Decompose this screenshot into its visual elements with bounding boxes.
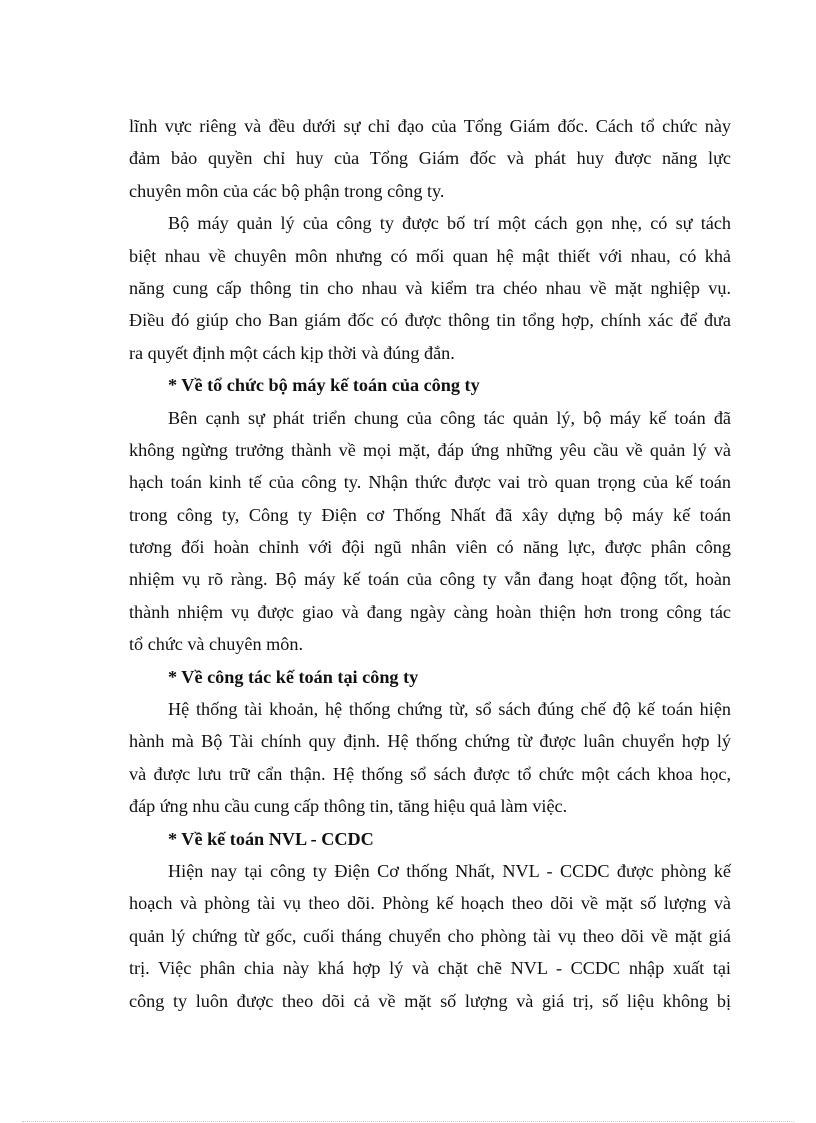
page-body — [129, 110, 731, 1017]
text-line: Điều đó giúp cho Ban giám đốc có được thông tin tổng hợp, chính xác để đưa — [129, 310, 731, 331]
text-line: hạch toán kinh tế của công ty. Nhận thức được vai trò quan trọng của kế toán — [129, 472, 731, 493]
text-line: biệt nhau về chuyên môn nhưng có mối quan hệ mật thiết với nhau, có khả — [129, 245, 731, 266]
paragraph-1 — [129, 110, 731, 207]
paragraph-4 — [129, 693, 731, 823]
text-line: trị. Việc phân chia này khá hợp lý và chặt chẽ NVL - CCDC nhập xuất tại — [129, 958, 731, 979]
text-line: tương đối hoàn chỉnh với đội ngũ nhân viên có năng lực, được phân công — [129, 537, 731, 558]
text-line: Bên cạnh sự phát triển chung của công tác quản lý, bộ máy kế toán đã — [168, 407, 731, 428]
paragraph-2 — [129, 207, 731, 369]
text-line: lĩnh vực riêng và đều dưới sự chỉ đạo của Tổng Giám đốc. Cách tổ chức này — [129, 116, 731, 136]
text-line: tổ chức và chuyên môn. — [129, 634, 303, 655]
page-bottom-divider — [22, 1121, 794, 1122]
section-heading-materials-tools: * Về kế toán NVL - CCDC — [168, 828, 374, 849]
text-line: nhiệm vụ rõ ràng. Bộ máy kế toán của công ty vẫn đang hoạt động tốt, hoàn — [129, 569, 731, 590]
text-line: không ngừng trưởng thành về mọi mặt, đáp ứng những yêu cầu về quản lý và — [129, 439, 731, 460]
text-line: đáp ứng nhu cầu cung cấp thông tin, tăng hiệu quả làm việc. — [129, 796, 568, 817]
text-line: chuyên môn của các bộ phận trong công ty. — [129, 180, 445, 201]
text-line: hoạch và phòng tài vụ theo dõi. Phòng kế hoạch theo dõi về mặt số lượng và — [129, 893, 731, 914]
text-line: năng cung cấp thông tin cho nhau và kiểm tra chéo nhau về mặt nghiệp vụ. — [129, 277, 731, 298]
text-line: trong công ty, Công ty Điện cơ Thống Nhất đã xây dựng bộ máy kế toán — [129, 504, 731, 525]
section-heading-accounting-work: * Về công tác kế toán tại công ty — [168, 666, 419, 687]
text-line: Hiện nay tại công ty Điện Cơ thống Nhất, NVL - CCDC được phòng kế — [168, 860, 731, 881]
text-line: Bộ máy quản lý của công ty được bố trí một cách gọn nhẹ, có sự tách — [168, 213, 731, 234]
section-heading-accounting-organization: * Về tổ chức bộ máy kế toán của công ty — [168, 375, 480, 396]
text-line: thành nhiệm vụ được giao và đang ngày càng hoàn thiện hơn trong công tác — [129, 601, 731, 622]
text-line: hành mà Bộ Tài chính quy định. Hệ thống chứng từ được luân chuyển hợp lý — [129, 731, 731, 752]
text-line: Hệ thống tài khoản, hệ thống chứng từ, sổ sách đúng chế độ kế toán hiện — [168, 699, 731, 720]
paragraph-3 — [129, 402, 731, 661]
text-line: ra quyết định một cách kịp thời và đúng đắn. — [129, 342, 455, 363]
text-line: công ty luôn được theo dõi cả về mặt số lượng và giá trị, số liệu không bị — [129, 990, 731, 1011]
paragraph-5 — [129, 855, 731, 1017]
text-line: và được lưu trữ cẩn thận. Hệ thống sổ sách được tổ chức một cách khoa học, — [129, 763, 731, 784]
text-line: quản lý chứng từ gốc, cuối tháng chuyển cho phòng tài vụ theo dõi về mặt giá — [129, 925, 731, 946]
text-line: đảm bảo quyền chỉ huy của Tổng Giám đốc và phát huy được năng lực — [129, 148, 731, 169]
